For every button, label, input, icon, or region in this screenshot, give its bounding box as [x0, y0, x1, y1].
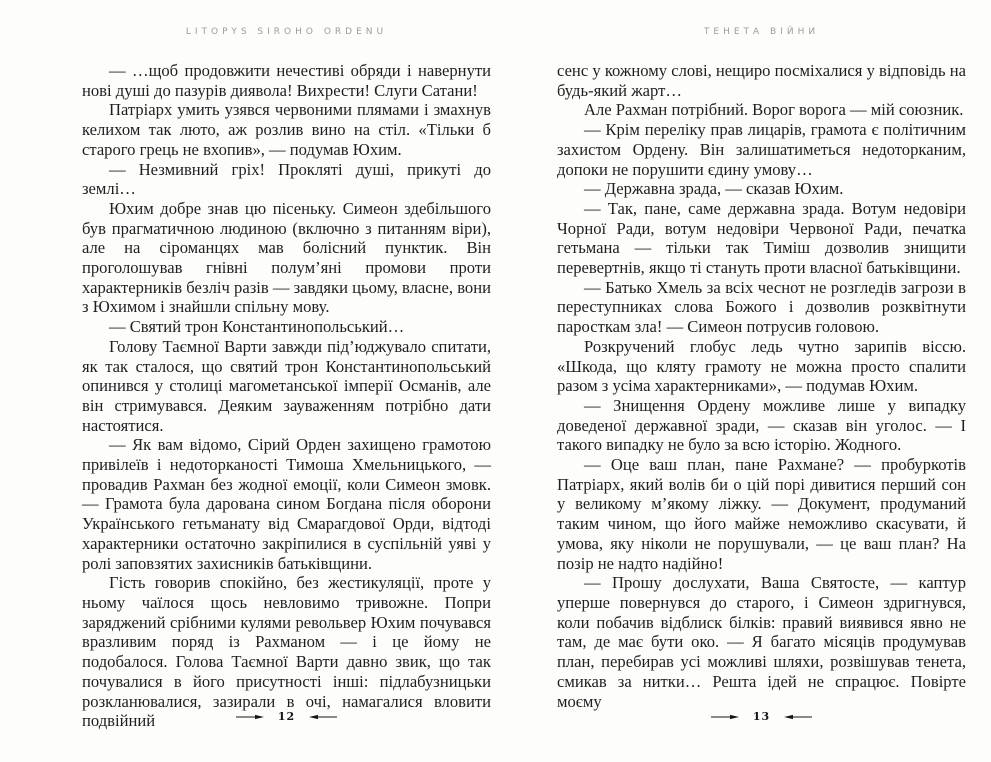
paragraph: Юхим добре знав цю пісеньку. Симеон здебільшого був прагматичною людиною (включно з питанням віри), але на сіроманцях мав болісний пунктик. Він проголошував гнівні полум’яні промови проти характерників безліч разів — завдяки цьому, власне, вони з Юхимом і знайшли спільну мову. [82, 198, 491, 317]
paragraph: — Святий трон Константинопольський… [109, 317, 405, 337]
page-footer [557, 711, 966, 722]
arrow-ornament-icon [783, 713, 812, 721]
paragraph: — Знищення Ордену можливе лише у випадку доведеної державної зради, — сказав він уголос. — І такого випадку не було за всю історію. Жодного. [557, 395, 966, 455]
paragraph: — Прошу дослухати, Ваша Святосте, — каптур уперше повернувся до старого, і Симеон здригнувся, коли побачив відблиск білків: правий виявився явно не там, де має бути око. — Я багато місяців продумував план, перебирав усі можливі шляхи, розвішував тенета, смикав за нитки… Решта ідей не спрацює. Повірте моєму [557, 573, 966, 711]
arrow-ornament-icon [711, 713, 740, 721]
arrow-ornament-icon [308, 713, 337, 721]
page-right [557, 0, 966, 762]
paragraph: — Як вам відомо, Сірий Орден захищено грамотою привілеїв і недоторканості Тимоша Хмельницького, — провадив Рахман без жодної емоції, коли Симеон змовк. — Грамота була дарована сином Богдана після оборони Українського гетьманату від Смарагдової Орди, відтоді характерники остаточно закріпилися в суспільній уяві у ролі заповзятих захисників батьківщини. [82, 435, 491, 573]
paragraph: Голову Таємної Варти завжди під’юджувало спитати, як так сталося, що святий трон Константинопольський опинився у столиці магометанської імперії Османів, але він стримувався. Деяким зауваженням потрібно дати настоятися. [82, 336, 491, 435]
page-footer [82, 711, 491, 722]
paragraph: Але Рахман потрібний. Ворог ворога — мій союзник. [584, 100, 964, 120]
running-header-book-title: ТЕНЕТА ВІЙНИ [703, 27, 820, 37]
paragraph: Патріарх умить узявся червоними плямами і змахнув келихом так люто, аж розлив вино на стіл. «Тільки б старого грець не вхопив», — подумав Юхим. [82, 100, 491, 159]
page-body-text [82, 61, 491, 731]
paragraph: — …щоб продовжити нечестиві обряди і навернути нові душі до пазурів диявола! Вихрести! Слуги Сатани! [82, 61, 491, 100]
paragraph: — Крім переліку прав лицарів, грамота є політичним захистом Ордену. Він залишатиметься недоторканим, допоки не порушити єдину умову… [557, 120, 966, 179]
paragraph: — Державна зрада, — сказав Юхим. [584, 179, 844, 199]
paragraph: — Незмивний гріх! Прокляті душі, прикуті до землі… [82, 159, 491, 199]
paragraph: — Батько Хмель за всіх чеснот не розгледів загрози в переступниках слова Божого і дозволив розквітнути паросткам зла! — Симеон потрусив головою. [557, 277, 966, 337]
page-left [82, 0, 491, 762]
page-body-text [557, 61, 966, 711]
paragraph: Розкручений глобус ледь чутно зарипів віссю. «Шкода, що кляту грамоту не можна просто спалити разом з усіма характерниками», — подумав Юхим. [557, 336, 966, 396]
page-number: 13 [752, 710, 771, 723]
arrow-ornament-icon [236, 713, 265, 721]
paragraph: — Оце ваш план, пане Рахмане? — пробуркотів Патріарх, який волів би о цій порі дивитися перший сон у великому м’якому ліжку. — Документ, продуманий таким чином, що його майже неможливо скасувати, й умова, яку ніколи не порушували, — це ваш план? На позір не надто надійно! [557, 455, 966, 573]
running-header-series-title: LITOPYS SIROHO ORDENU [185, 27, 388, 37]
page-number: 12 [277, 710, 296, 723]
paragraph: — Так, пане, саме державна зрада. Вотум недовіри Чорної Ради, вотум недовіри Червоної Ради, печатка гетьмана — тільки так Тиміш дозволив знищити перевертнів, якщо ті стануть проти власної батьківщини. [557, 198, 966, 278]
paragraph: Гість говорив спокійно, без жестикуляції, проте у ньому чаїлося щось невловимо тривожне. Попри заряджений срібними кулями револьвер Юхим почувався вразливим поряд із Рахманом — і це йому не подобалося. Голова Таємної Варти давно звик, що так почувалися в його присутності інші: підлабузницьки розкланювалися, зазирали в очі, намагалися вловити подвійний [82, 573, 491, 731]
paragraph: сенс у кожному слові, нещиро посміхалися у відповідь на будь-який жарт… [557, 61, 966, 100]
